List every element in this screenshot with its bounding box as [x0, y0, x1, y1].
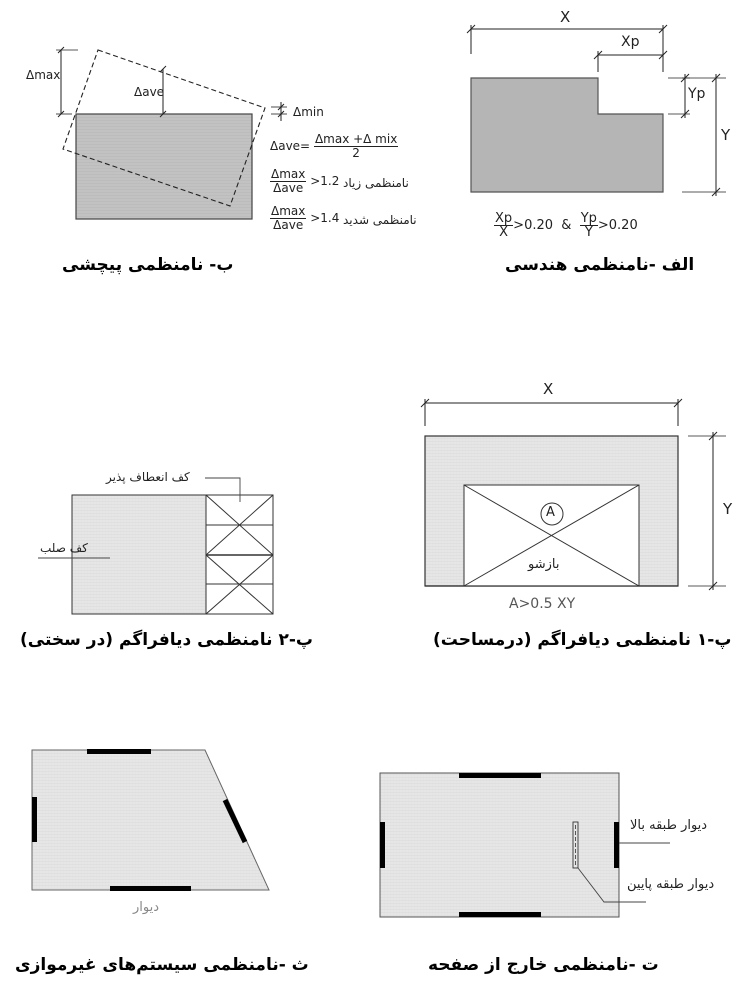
wall-bottom: [110, 886, 191, 891]
rigid-floor-label: کف صلب: [40, 541, 88, 555]
ratio-relation: >1.4: [310, 211, 340, 225]
yp-ratio: [580, 212, 598, 239]
nonparallel-figure: [32, 749, 269, 891]
wall-label: دیوار: [133, 900, 160, 915]
lower-wall-label: دیوار طبقه پایین: [627, 877, 715, 892]
floor-plan: [380, 773, 619, 917]
ratio-fraction: [270, 205, 306, 232]
ratio-numerator: Δmax: [271, 167, 306, 181]
formula-denominator: 2: [352, 146, 360, 160]
ratio-fraction: [270, 168, 306, 195]
out-of-plane-figure: [380, 773, 670, 917]
torsional-title: ب- نامنظمی پیچشی: [62, 255, 234, 275]
geometric-condition: [494, 212, 638, 239]
wall-top: [87, 749, 151, 754]
delta-min-label: Δmin: [293, 105, 324, 119]
formula-lhs: Δave=: [270, 139, 311, 153]
area-condition: A>0.5 XY: [509, 596, 576, 612]
dim-x-label: X: [543, 380, 554, 398]
y-denominator: Y: [584, 225, 593, 240]
ratio-denominator: Δave: [273, 181, 304, 195]
yp-relation: >0.20: [597, 218, 638, 233]
dim-xp-label: Xp: [621, 34, 640, 50]
condition-high-label: نامنظمی زیاد: [343, 176, 409, 190]
ratio-relation: >1.2: [310, 174, 340, 188]
l-shaped-plan: [471, 78, 663, 192]
delta-ave-label: Δave: [134, 85, 165, 99]
diaphragm-area-title: پ-۱ نامنظمی دیافراگم (درمساحت): [433, 630, 732, 650]
dim-y-label: Y: [723, 500, 733, 518]
upper-wall-label: دیوار طبقه بالا: [630, 818, 708, 833]
opening-label: بازشو: [528, 557, 560, 572]
and-symbol: &: [561, 218, 572, 233]
flexible-floor-label: کف انعطاف پذیر: [106, 470, 190, 484]
dim-x-label: X: [560, 8, 571, 26]
floor-plate: [76, 114, 252, 219]
dim-yp-label: Yp: [688, 86, 706, 102]
xp-relation: >0.20: [513, 218, 554, 233]
rigid-floor: [72, 495, 206, 614]
wall-top: [459, 773, 541, 778]
xp-ratio: [494, 212, 513, 239]
delta-ave-formula: [270, 133, 398, 160]
condition-high: [270, 168, 339, 195]
nonparallel-title: ث -نامنظمی سیستم‌های غیرموازی: [15, 955, 309, 975]
wall-right-upper: [614, 822, 619, 868]
geometric-title: الف -نامنظمی هندسی: [505, 255, 695, 275]
formula-fraction: [314, 133, 398, 160]
formula-numerator: Δmax +Δ mix: [314, 132, 398, 146]
ratio-numerator: Δmax: [271, 204, 306, 218]
geometric-figure: [467, 25, 726, 196]
wall-bottom: [459, 912, 541, 917]
ratio-denominator: Δave: [273, 218, 304, 232]
dim-y-label: Y: [721, 126, 731, 144]
condition-severe: [270, 205, 339, 232]
diaphragm-stiffness-title: پ-۲ نامنظمی دیافراگم (در سختی): [20, 630, 313, 650]
torsional-figure: [56, 47, 287, 219]
wall-left: [32, 797, 37, 842]
delta-max-label: Δmax: [26, 68, 61, 82]
x-denominator: X: [499, 225, 509, 240]
condition-severe-label: نامنظمی شدید: [343, 213, 417, 227]
yp-numerator: Yp: [580, 211, 597, 226]
xp-numerator: Xp: [495, 211, 513, 226]
opening-marker: A: [546, 505, 555, 520]
wall-left: [380, 822, 385, 868]
diaphragm-area-figure: [421, 399, 726, 590]
out-of-plane-title: ت -نامنظمی خارج از صفحه: [428, 955, 659, 975]
